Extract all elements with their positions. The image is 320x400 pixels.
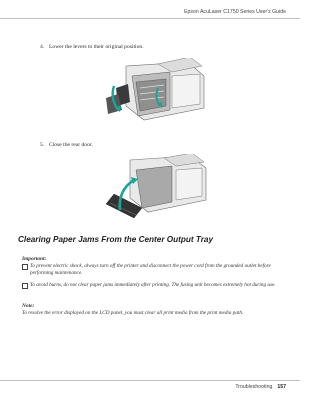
page-number: 157 [277, 384, 286, 390]
step-text: Lower the levers to their original position. [49, 44, 144, 50]
note-text: To resolve the error displayed on the LCD panel, you must clear all print media from the print media path. [22, 310, 244, 316]
step-text: Close the rear door. [49, 142, 93, 148]
printer-rear-levers-illustration [96, 58, 212, 128]
important-item-text: To avoid burns, do not clear paper jams immediately after printing. The fusing unit becomes extremely hot during use. [30, 282, 276, 288]
step-number: 4. [40, 44, 45, 50]
footer-divider [0, 380, 300, 381]
checkbox-bullet-icon [22, 283, 28, 289]
important-item [22, 263, 284, 277]
step-4 [40, 44, 144, 50]
important-item [22, 282, 284, 289]
running-footer [235, 384, 286, 390]
running-header: Epson AcuLaser C1750 Series User's Guide [184, 9, 286, 15]
important-label: Important: [22, 256, 47, 262]
header-divider [0, 18, 300, 19]
note-text-block [22, 310, 284, 317]
footer-section: Troubleshooting [235, 384, 273, 390]
note-label: Note: [22, 303, 35, 309]
section-heading: Clearing Paper Jams From the Center Output Tray [18, 235, 214, 244]
step-5 [40, 142, 93, 148]
step-number: 5. [40, 142, 45, 148]
printer-rear-door-illustration [100, 154, 212, 220]
checkbox-bullet-icon [22, 264, 28, 270]
important-item-text: To prevent electric shock, always turn off the printer and disconnect the power cord from the grounded outlet before performing maintenance. [30, 263, 271, 276]
